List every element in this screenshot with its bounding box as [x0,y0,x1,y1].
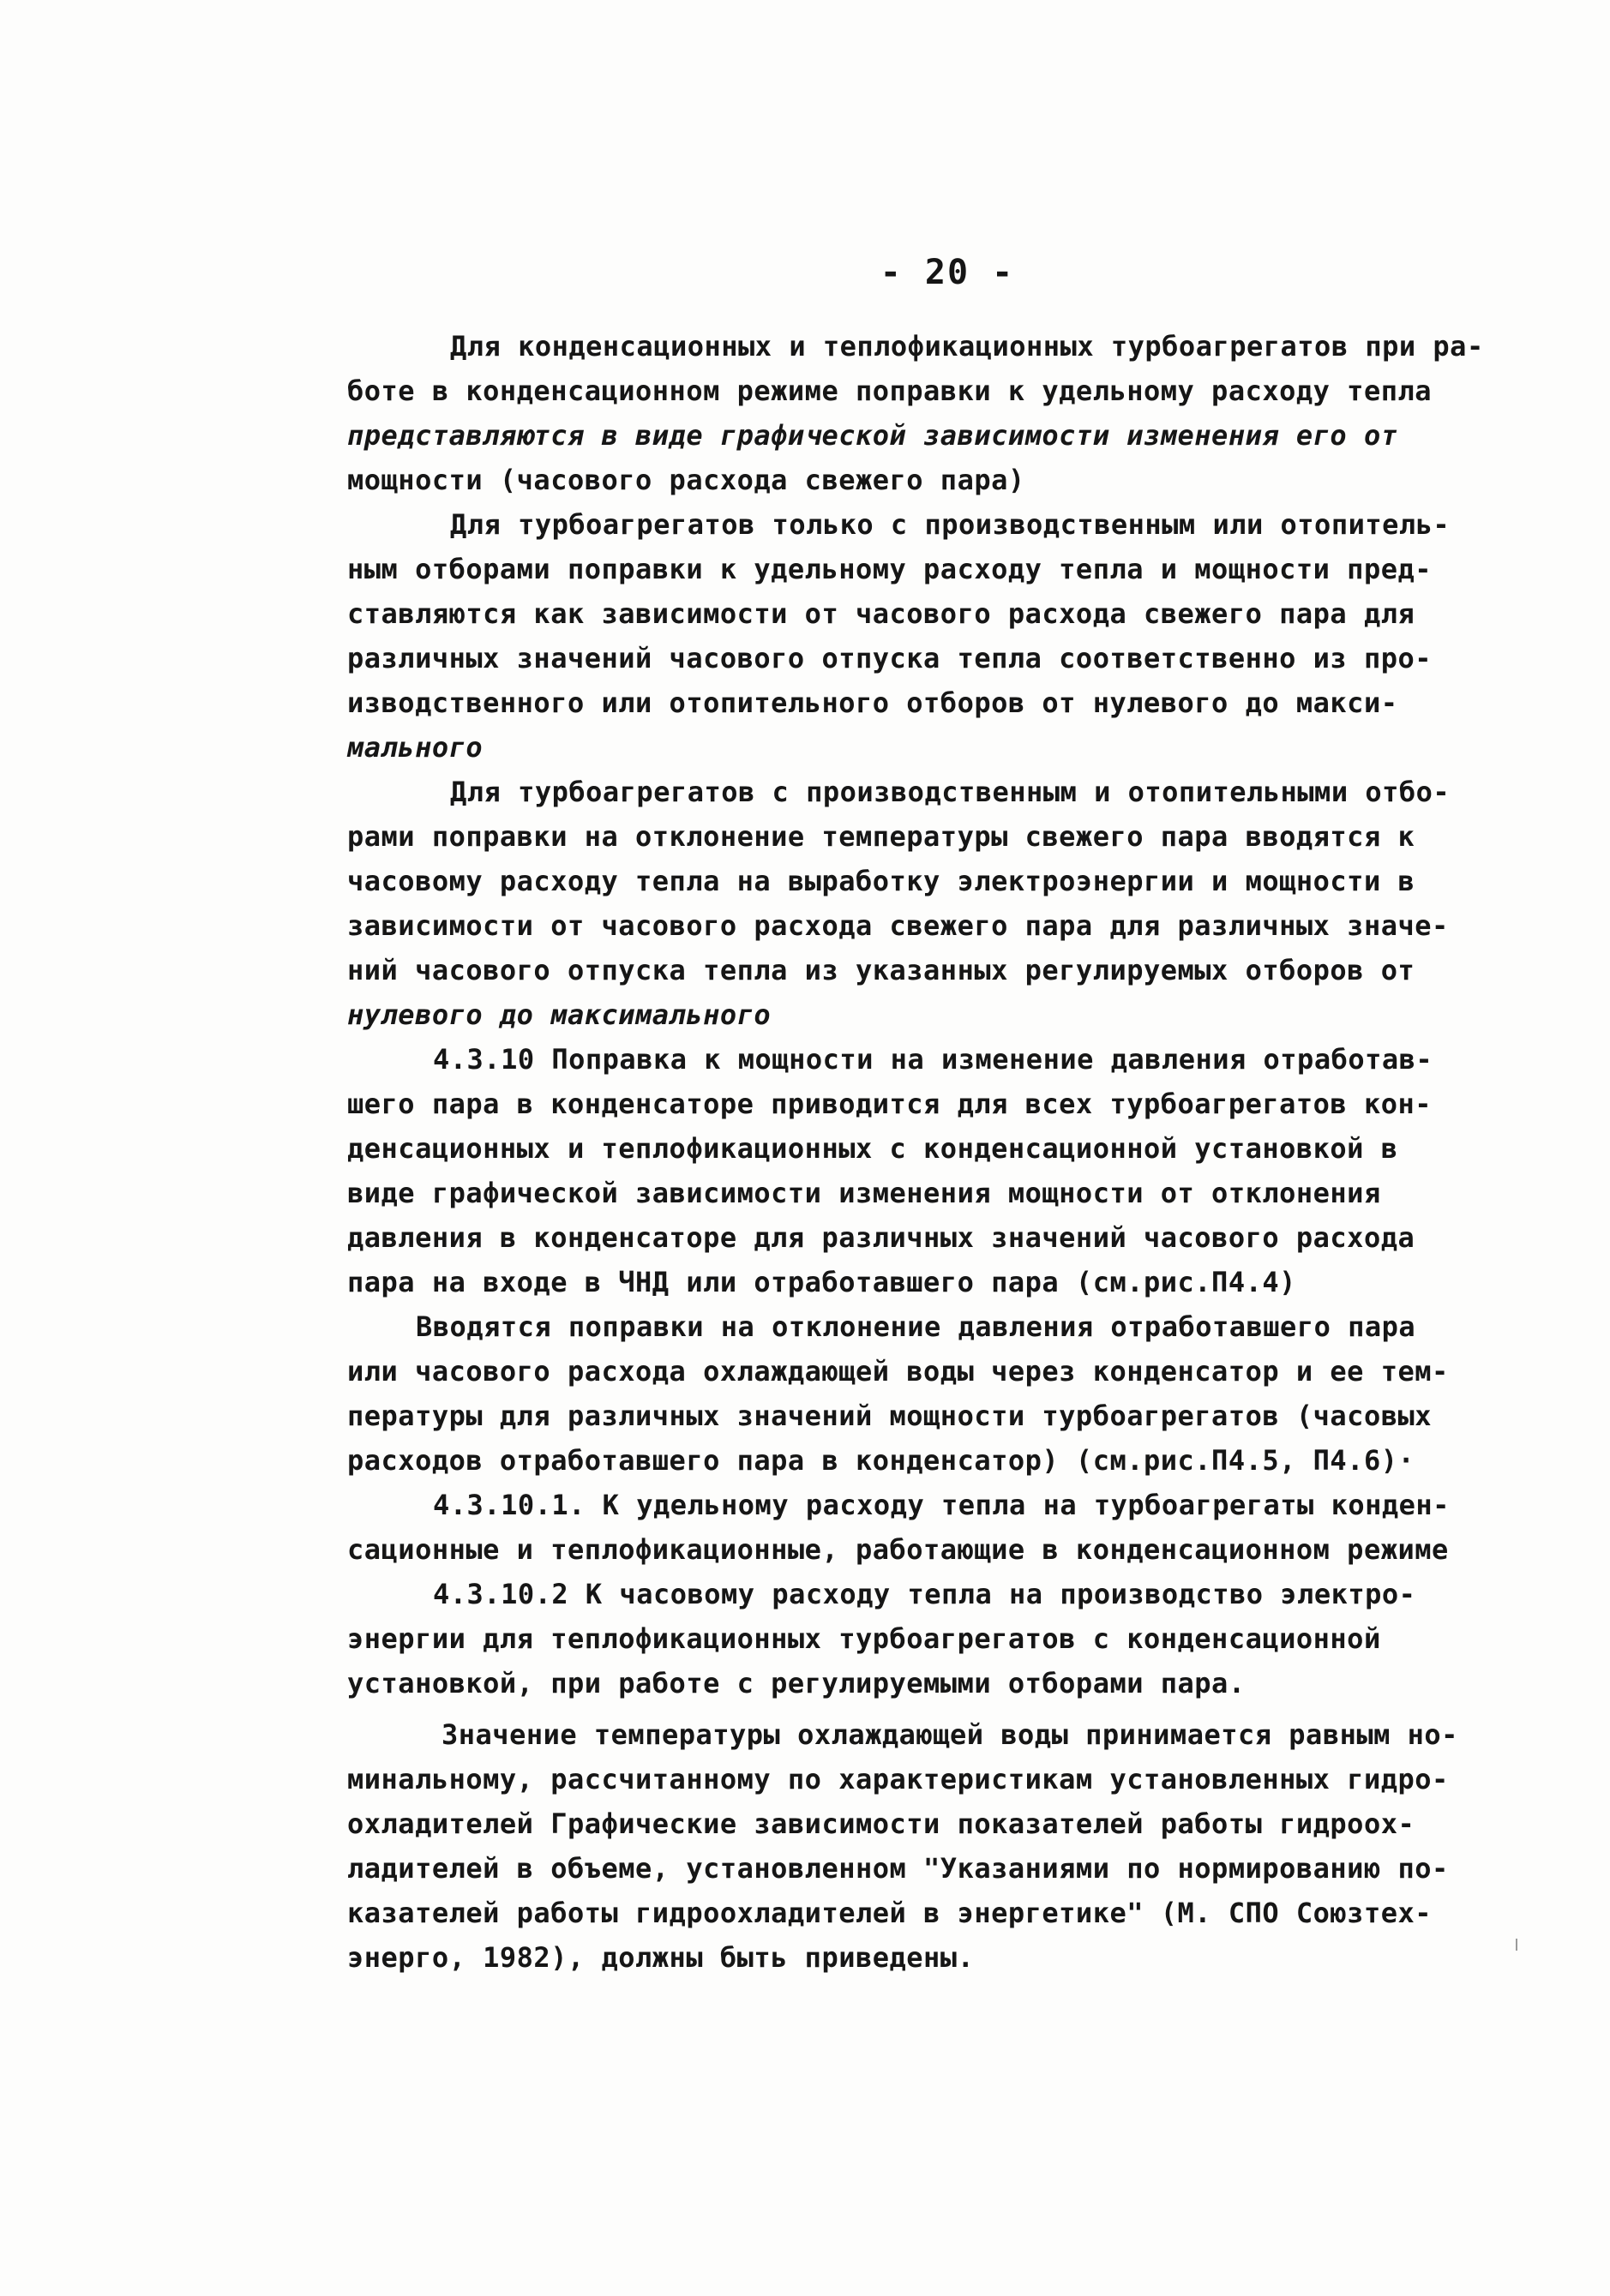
text-line: ставляются как зависимости от часового расхода свежего пара для [347,597,1415,630]
text-line: минальному, рассчитанному по характеристикам установленных гидро- [347,1763,1449,1795]
text-line: казателей работы гидроохладителей в энергетике" (М. СПО Союзтех- [347,1897,1432,1929]
text-line: Вводятся поправки на отклонение давления отработавшего пара [416,1310,1416,1343]
text-line: давления в конденсаторе для различных значений часового расхода [347,1221,1415,1254]
text-line: нулевого до максимального [347,998,772,1031]
text-line: ний часового отпуска тепла из указанных регулируемых отборов от [347,954,1415,986]
page-number: - 20 - [880,253,1015,292]
text-line: энергии для теплофикационных турбоагрегатов с конденсационной [347,1622,1381,1655]
text-line: установкой, при работе с регулируемыми отборами пара. [347,1667,1246,1700]
text-line: ладителей в объеме, установленном "Указаниями по нормированию по- [347,1852,1449,1885]
text-line: пературы для различных значений мощности турбоагрегатов (часовых [347,1400,1432,1432]
text-line: различных значений часового отпуска тепла соответственно из про- [347,642,1432,674]
text-line: или часового расхода охлаждающей воды через конденсатор и ее тем- [347,1355,1449,1388]
text-line: 4.3.10 Поправка к мощности на изменение давления отработав- [433,1043,1433,1076]
text-line: 4.3.10.2 К часовому расходу тепла на производство электро- [433,1578,1416,1610]
body-text [347,324,1513,1980]
text-line: расходов отработавшего пара в конденсатор) (см.рис.П4.5, П4.6)· [347,1444,1415,1477]
text-line: рами поправки на отклонение температуры свежего пара вводятся к [347,820,1415,853]
text-line: Для конденсационных и теплофикационных турбоагрегатов при ра- [450,330,1484,363]
text-line: изводственного или отопительного отборов от нулевого до макси- [347,686,1398,719]
text-line: боте в конденсационном режиме поправки к удельному расходу тепла [347,375,1432,407]
text-line: мощности (часового расхода свежего пара) [347,464,1025,496]
text-line: 4.3.10.1. К удельному расходу тепла на турбоагрегаты конден- [433,1489,1450,1521]
text-line: шего пара в конденсаторе приводится для всех турбоагрегатов кон- [347,1088,1432,1120]
text-line: энерго, 1982), должны быть приведены. [347,1941,975,1974]
text-line: Значение температуры охлаждающей воды принимается равным но- [442,1718,1458,1751]
text-line: пара на входе в ЧНД или отработавшего пара (см.рис.П4.4) [347,1266,1296,1298]
scan-mark [1516,1939,1517,1951]
text-line: зависимости от часового расхода свежего пара для различных значе- [347,909,1449,942]
text-line: Для турбоагрегатов с производственным и отопительными отбо- [450,776,1451,808]
text-line: часовому расходу тепла на выработку электроэнергии и мощности в [347,865,1415,897]
text-line: сационные и теплофикационные, работающие в конденсационном режиме [347,1533,1449,1566]
text-line: денсационных и теплофикационных с конденсационной установкой в [347,1132,1398,1165]
text-line: охладителей Графические зависимости показателей работы гидроох- [347,1807,1415,1840]
text-line: Для турбоагрегатов только с производственным или отопитель- [450,508,1451,541]
text-line: представляются в виде графической зависимости изменения его от [347,419,1398,452]
text-line: ным отборами поправки к удельному расходу тепла и мощности пред- [347,553,1432,585]
text-line: мального [347,731,484,764]
text-line: виде графической зависимости изменения мощности от отклонения [347,1177,1381,1209]
